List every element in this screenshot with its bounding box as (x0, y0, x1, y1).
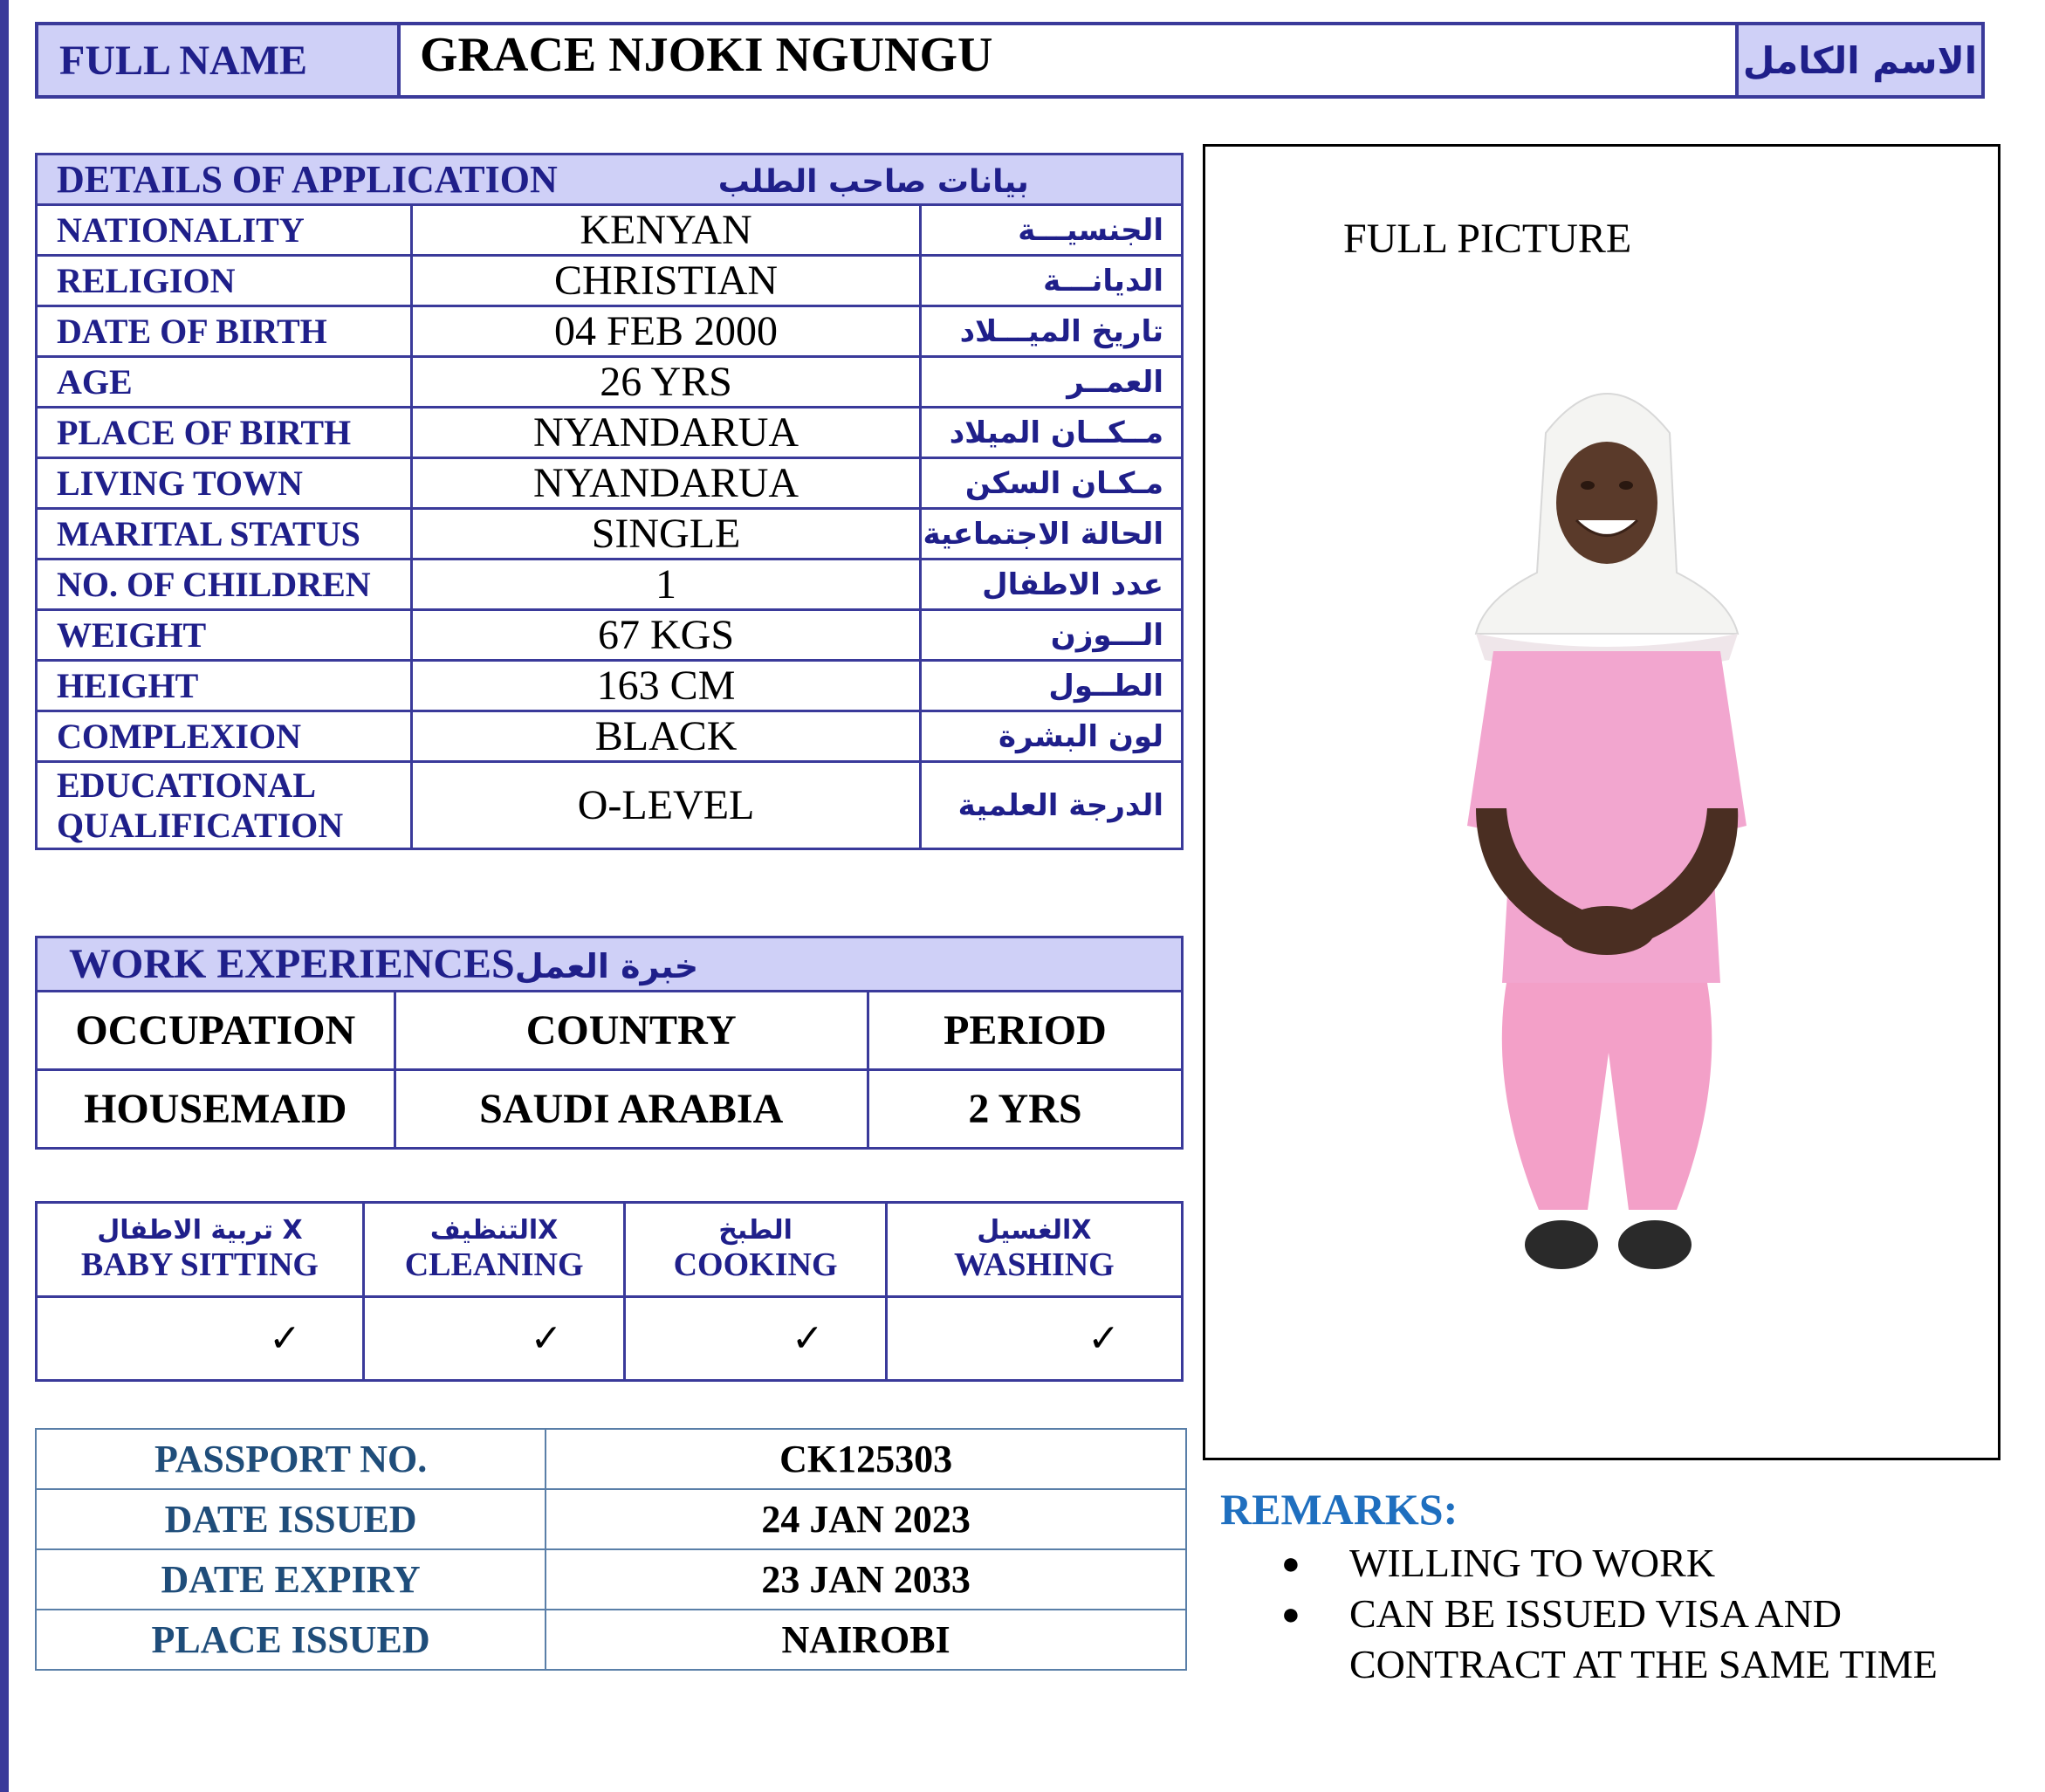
details-label-arabic: مـكـان السكن (920, 458, 1182, 509)
skills-table (35, 1201, 1184, 1382)
details-value: 163 CM (412, 661, 920, 711)
skill-cleaning (363, 1203, 625, 1297)
details-label-arabic: الحالة الاجتماعية (920, 509, 1182, 560)
work-header-row (37, 937, 1183, 992)
skill-cooking (625, 1203, 886, 1297)
remarks-list (1274, 1538, 2042, 1690)
details-label-arabic: تاريخ الميـــلاد (920, 306, 1182, 357)
details-label: COMPLEXION (37, 711, 412, 762)
passport-row (36, 1489, 1186, 1549)
passport-label: DATE EXPIRY (36, 1549, 546, 1610)
passport-value: 24 JAN 2023 (546, 1489, 1186, 1549)
full-name-bar (35, 22, 1985, 99)
bullet-icon: ● (1281, 1596, 1300, 1631)
passport-label: PLACE ISSUED (36, 1610, 546, 1670)
full-name-label: FULL NAME (38, 25, 401, 95)
details-row (37, 762, 1183, 849)
passport-table (35, 1428, 1187, 1671)
details-label: DATE OF BIRTH (37, 306, 412, 357)
passport-row (36, 1610, 1186, 1670)
details-label: LIVING TOWN (37, 458, 412, 509)
skill-label-arabic: الغسيلX (977, 1215, 1092, 1246)
remarks-item (1274, 1589, 2042, 1690)
details-label-arabic: الجنسيـــة (920, 205, 1182, 256)
details-row (37, 306, 1183, 357)
passport-value: CK125303 (546, 1429, 1186, 1489)
work-experience-table (35, 936, 1184, 1150)
details-value: 04 FEB 2000 (412, 306, 920, 357)
details-row (37, 610, 1183, 661)
details-value: CHRISTIAN (412, 256, 920, 306)
details-label-arabic: لون البشرة (920, 711, 1182, 762)
check-mark-icon: ✓ (625, 1297, 886, 1381)
details-value: 26 YRS (412, 357, 920, 408)
work-country: SAUDI ARABIA (395, 1070, 868, 1149)
passport-row (36, 1429, 1186, 1489)
skills-check-row (37, 1297, 1183, 1381)
work-row (37, 1070, 1183, 1149)
details-value: 1 (412, 560, 920, 610)
skill-label: CLEANING (404, 1246, 584, 1283)
details-label-arabic: العمــر (920, 357, 1182, 408)
details-label: RELIGION (37, 256, 412, 306)
full-name-value: GRACE NJOKI NGUNGU (420, 28, 993, 82)
full-picture-box (1203, 144, 2000, 1460)
details-header-cell (37, 154, 1183, 205)
page-left-border (0, 0, 9, 1792)
details-label: HEIGHT (37, 661, 412, 711)
check-mark-icon: ✓ (886, 1297, 1182, 1381)
full-picture-title: FULL PICTURE (1343, 216, 1632, 262)
details-label-arabic: مــكــان الميلاد (920, 408, 1182, 458)
check-mark-icon: ✓ (363, 1297, 625, 1381)
details-label-arabic: الديانـــة (920, 256, 1182, 306)
details-value: 67 KGS (412, 610, 920, 661)
details-value: NYANDARUA (412, 458, 920, 509)
skill-label-arabic: تربية الاطفال X (97, 1215, 303, 1246)
skill-label: BABY SITTING (80, 1246, 319, 1283)
skills-header-row (37, 1203, 1183, 1297)
full-name-label-arabic: الاسم الكامل (1735, 25, 1981, 95)
passport-value: NAIROBI (546, 1610, 1186, 1670)
details-label-arabic: عدد الاطفال (920, 560, 1182, 610)
passport-label: DATE ISSUED (36, 1489, 546, 1549)
details-row (37, 509, 1183, 560)
passport-row (36, 1549, 1186, 1610)
passport-value: 23 JAN 2033 (546, 1549, 1186, 1610)
work-header-cell (37, 937, 1183, 992)
details-row (37, 408, 1183, 458)
details-label-arabic: الـــوزن (920, 610, 1182, 661)
details-header: DETAILS OF APPLICATION (57, 158, 558, 201)
details-value: NYANDARUA (412, 408, 920, 458)
details-row (37, 256, 1183, 306)
skill-washing (886, 1203, 1182, 1297)
work-column-header: PERIOD (868, 992, 1182, 1070)
work-occupation: HOUSEMAID (37, 1070, 395, 1149)
details-row (37, 357, 1183, 408)
work-header-arabic: خبرة العمل (514, 947, 699, 985)
details-label: AGE (37, 357, 412, 408)
details-row (37, 711, 1183, 762)
details-table (35, 153, 1184, 850)
details-value: SINGLE (412, 509, 920, 560)
details-value: KENYAN (412, 205, 920, 256)
details-row (37, 458, 1183, 509)
details-label: PLACE OF BIRTH (37, 408, 412, 458)
details-header-arabic: بيانات صاحب الطلب (717, 164, 1029, 200)
skill-label-arabic: الطبخ (718, 1215, 793, 1246)
applicant-photo (1441, 372, 1773, 1297)
work-header: WORK EXPERIENCES (69, 941, 515, 987)
skill-label: WASHING (954, 1246, 1115, 1283)
details-value: O-LEVEL (412, 762, 920, 849)
details-label-arabic: الدرجة العلمية (920, 762, 1182, 849)
details-label: NO. OF CHILDREN (37, 560, 412, 610)
remarks-item-text: WILLING TO WORK (1349, 1541, 1716, 1585)
details-row (37, 205, 1183, 256)
work-column-header: COUNTRY (395, 992, 868, 1070)
details-label: MARITAL STATUS (37, 509, 412, 560)
details-label: EDUCATIONAL QUALIFICATION (37, 762, 412, 849)
work-columns-row (37, 992, 1183, 1070)
details-label-arabic: الطــول (920, 661, 1182, 711)
details-row (37, 661, 1183, 711)
details-row (37, 560, 1183, 610)
work-period: 2 YRS (868, 1070, 1182, 1149)
bullet-icon: ● (1281, 1546, 1300, 1581)
remarks-item (1274, 1538, 2042, 1589)
details-label: WEIGHT (37, 610, 412, 661)
details-value: BLACK (412, 711, 920, 762)
work-column-header: OCCUPATION (37, 992, 395, 1070)
skill-baby-sitting (37, 1203, 364, 1297)
remarks-item-text: CAN BE ISSUED VISA AND CONTRACT AT THE SAME TIME (1349, 1591, 1938, 1686)
skill-label-arabic: التنظيفX (429, 1215, 559, 1246)
check-mark-icon: ✓ (37, 1297, 364, 1381)
details-label: NATIONALITY (37, 205, 412, 256)
skill-label: COOKING (673, 1246, 838, 1283)
remarks-title: REMARKS: (1220, 1485, 1458, 1534)
passport-label: PASSPORT NO. (36, 1429, 546, 1489)
details-header-row (37, 154, 1183, 205)
